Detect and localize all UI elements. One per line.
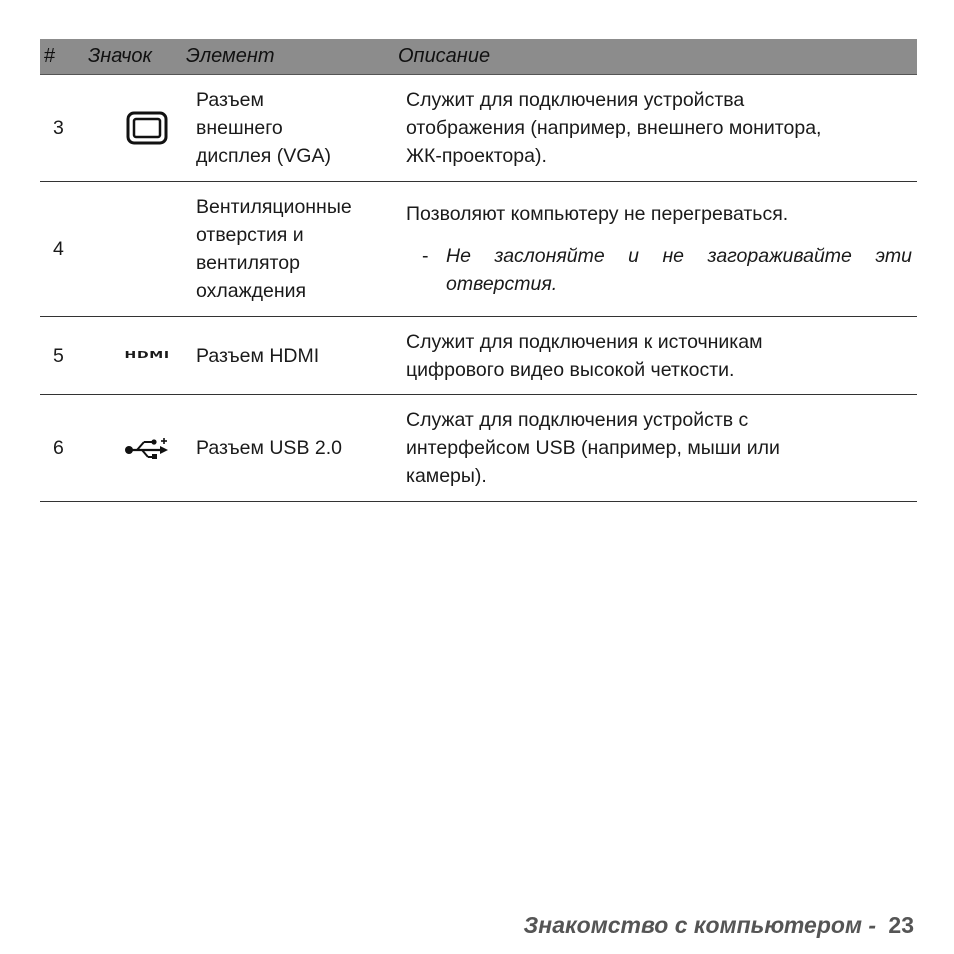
- note-text: Не заслоняйте и не загораживайте эти отверстия.: [446, 245, 912, 295]
- page-number: 23: [888, 912, 914, 938]
- row-num: 5: [53, 344, 64, 367]
- vga-display-icon: [98, 111, 196, 145]
- row-element: [196, 342, 406, 370]
- element-line: отверстия и: [196, 224, 304, 246]
- hdmi-icon: [98, 342, 196, 370]
- header-description: Описание: [398, 45, 491, 67]
- description-line: Служит для подключения устройства: [406, 89, 745, 111]
- element-line: охлаждения: [196, 280, 307, 302]
- row-description: [406, 200, 916, 298]
- table-row: [40, 75, 917, 182]
- description-line: Служат для подключения устройств с: [406, 409, 749, 431]
- row-description: [406, 406, 916, 490]
- description-line: ЖК-проектора).: [406, 145, 547, 167]
- ports-table: [40, 39, 917, 502]
- footer-section-title: Знакомство с компьютером -: [523, 912, 877, 938]
- element-line: вентилятор: [196, 252, 300, 274]
- page-footer: [524, 912, 914, 939]
- row-description: [406, 86, 916, 170]
- row-element: [196, 86, 406, 170]
- table-row: [40, 317, 917, 395]
- element-line: Вентиляционные: [196, 196, 352, 218]
- description-line: Позволяют компьютеру не перегреваться.: [406, 203, 789, 225]
- description-line: отображения (например, внешнего монитора,: [406, 117, 822, 139]
- row-num: 6: [53, 437, 64, 459]
- note-dash: -: [422, 245, 429, 267]
- row-element: [196, 193, 406, 305]
- table-header: [40, 39, 917, 75]
- element-line: Разъем USB 2.0: [196, 437, 342, 459]
- element-line: дисплея (VGA): [196, 145, 331, 167]
- warning-note: [406, 242, 916, 298]
- table-row: [40, 182, 917, 317]
- table-row: [40, 395, 917, 502]
- header-element: Элемент: [186, 45, 275, 67]
- description-line: камеры).: [406, 465, 487, 487]
- row-element: [196, 434, 406, 462]
- hdmi-icon-text: HDMI: [124, 349, 170, 361]
- element-line: Разъем: [196, 89, 264, 111]
- header-icon: Значок: [88, 45, 152, 67]
- description-line: цифрового видео высокой четкости.: [406, 358, 735, 381]
- element-line: внешнего: [196, 117, 283, 139]
- description-line: Служит для подключения к источникам: [406, 330, 763, 353]
- element-line: Разъем HDMI: [196, 344, 320, 367]
- row-description: [406, 328, 916, 384]
- row-num: 3: [53, 117, 64, 139]
- row-num: 4: [53, 238, 64, 260]
- description-line: интерфейсом USB (например, мыши или: [406, 437, 780, 459]
- header-num: #: [44, 45, 56, 67]
- usb-icon: [98, 436, 196, 460]
